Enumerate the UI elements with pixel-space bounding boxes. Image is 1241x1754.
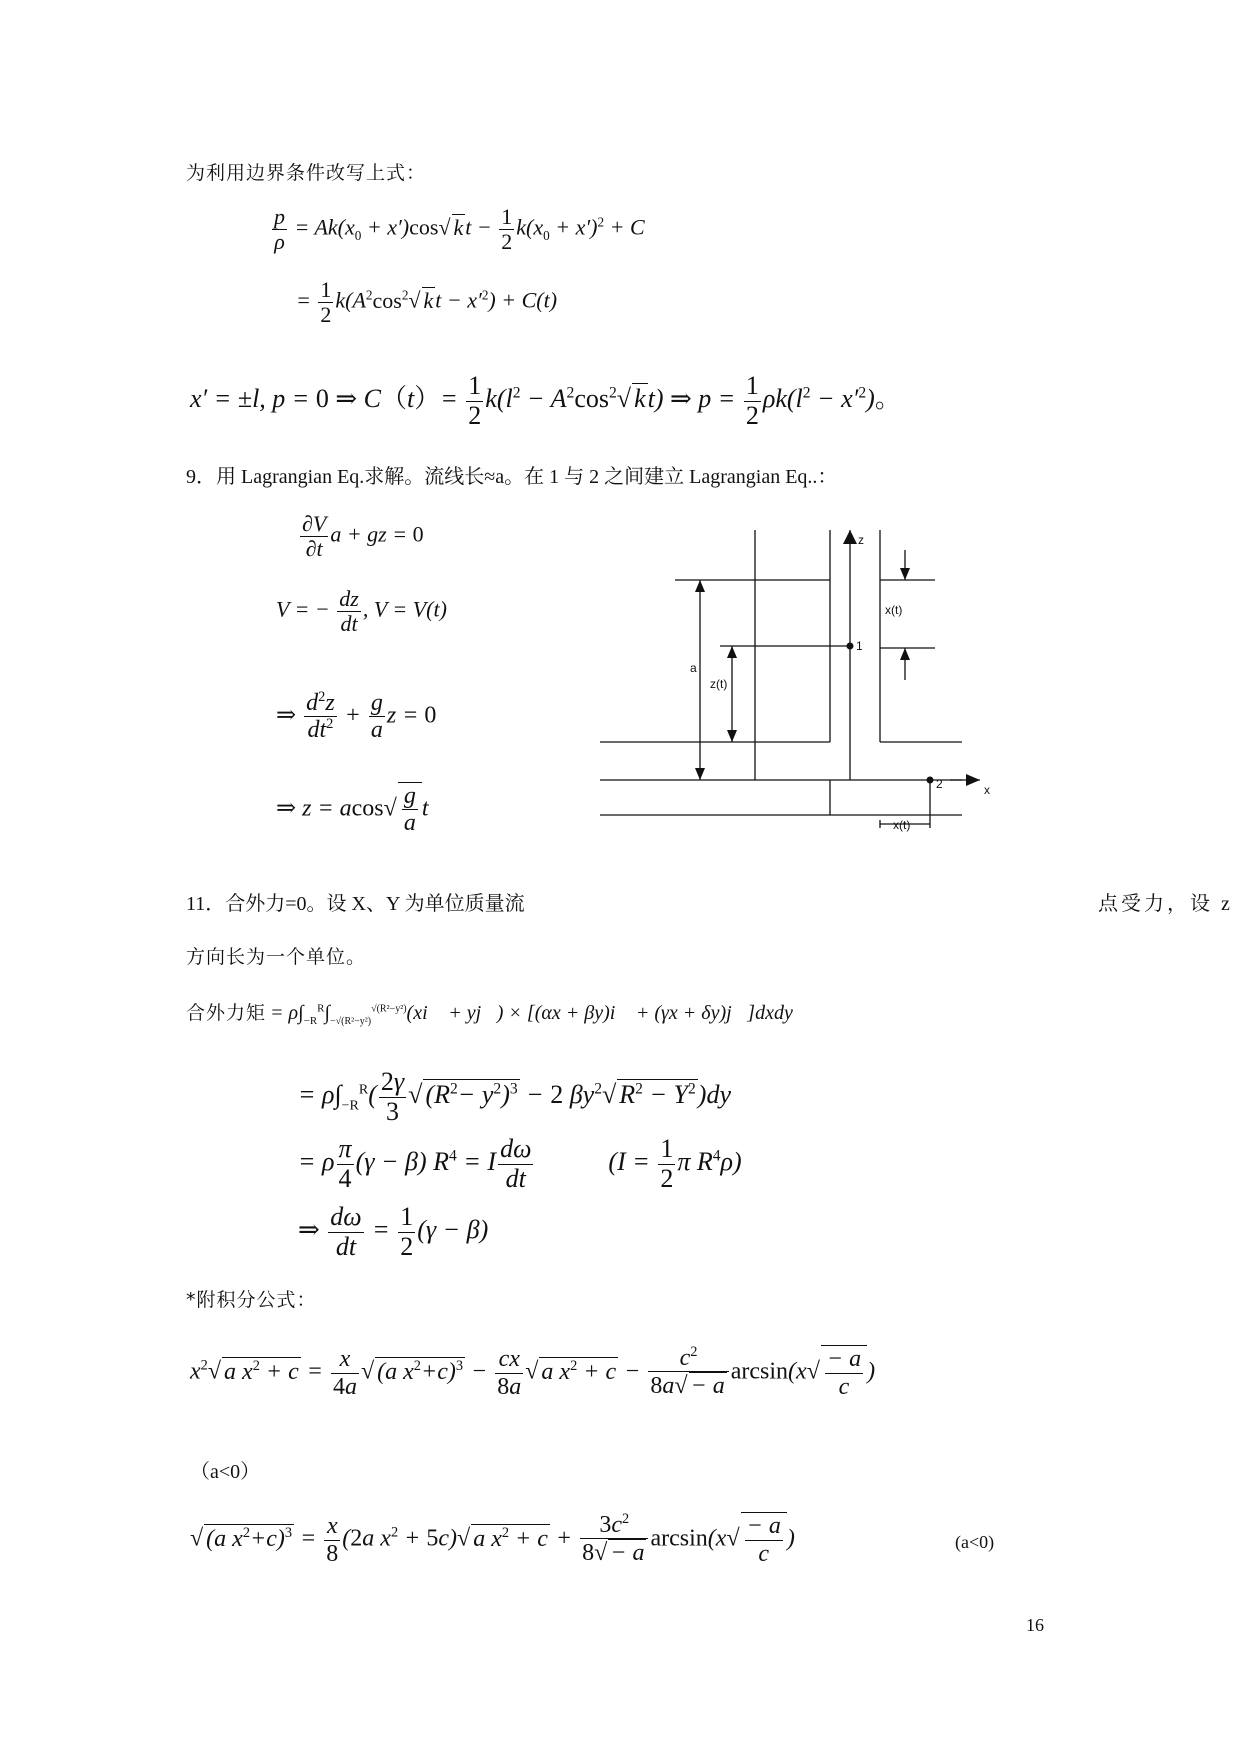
- point-2-marker: [927, 777, 934, 784]
- x-axis-arrowhead: [966, 774, 980, 786]
- condition-2: (a<0): [955, 1532, 995, 1552]
- equation-velocity: V = − $\frac{dz}{dt}$ , V = V(t): [276, 586, 447, 637]
- point-1-marker: [847, 643, 854, 650]
- x-t-bottom-label: x(t): [893, 818, 911, 832]
- torque-equation: 合外力矩 = $\rho\int_{-R}^R\int_{-√(R^2-y^2)}^{√(R^2-y^2)}(xi⃗$ + yj⃗) × [(αx + βy)i⃗ + (γx + δy)j⃗]dxdy: [186, 1002, 793, 1027]
- page-number: 16: [1026, 1615, 1044, 1635]
- equation-pressure-2: = $\frac{1}{2}$ $k(A^2\cos^2√$ kt − $x'^2) + C(t)$: [296, 277, 558, 328]
- intro-text: 为利用边界条件改写上式：: [186, 162, 427, 184]
- problem-11-text-c: 方向长为一个单位。: [186, 946, 367, 968]
- equation-solution: ⇒ z = acos√ $\frac{g}{a}$ t: [276, 783, 429, 837]
- equation-lagrange: $\frac{\partial V}{\partial t}$ a + gz = 0: [302, 511, 424, 562]
- torque-equation-step-2: = ρ $\frac{\pi}{4}$ (γ − β) $R^4 = I$ $\frac{d\omega}{dt}$ (I = $\frac{1}{2}$ π $R^4\rho$): [298, 1134, 742, 1193]
- z-axis-label: z: [858, 533, 864, 547]
- equation-boundary: x′ = ±l, p = 0 ⇒ C（t）= $\frac{1}{2}$ $k(l^2 - A^2\cos^2√$ kt) ⇒ p = $\frac{1}{2}$ $\rho k(l^2 - x'^2)$。: [190, 371, 901, 430]
- u-tube-figure: [600, 530, 1000, 840]
- torque-equation-step-1: = $\rho\int_{-R}^R$( $\frac{2\gamma}{3}$ √ $(R^2- y^2)^3 - 2$ $\beta y^2√$ $R^2 - Y^2)dy$: [298, 1067, 731, 1126]
- condition-1: （a<0）: [190, 1461, 261, 1483]
- point-2-label: 2: [936, 777, 943, 791]
- point-1-label: 1: [856, 639, 863, 653]
- problem-11-text-a: 11．合外力=0。设 X、Y 为单位质量流: [186, 893, 525, 915]
- equation-pressure-1: $\frac{p}{\rho}$ = $Ak(x_0 + x')\cos√$ kt − $\frac{1}{2}$ $k(x_0 + x')^2 + C$: [274, 204, 645, 255]
- integral-formula-1: $x^2√$ a $x^2 + c$ = $\frac{x}{4a}$ √ (a $x^2+c)^3$ − $\frac{cx}{8a}$ √ a $x^2 + c$ − $\frac{c^2}{8a√ - a}$ arcsin(x√ $\frac{- a}{c}$ ): [190, 1344, 876, 1400]
- problem-9-text: 9．用 Lagrangian Eq.求解。流线长≈a。在 1 与 2 之间建立 Lagrangian Eq..：: [186, 466, 838, 488]
- x-axis-label: x: [984, 783, 990, 797]
- torque-equation-step-3: ⇒ $\frac{d\omega}{dt}$ = $\frac{1}{2}$ (γ − β): [298, 1202, 489, 1261]
- a-label: a: [690, 661, 697, 675]
- problem-11-text-b: 点受力，设 z: [1098, 893, 1233, 915]
- appendix-heading: *附积分公式：: [186, 1289, 317, 1311]
- z-t-label: z(t): [710, 677, 728, 691]
- equation-ode: ⇒ $\frac{d^2z}{dt^2}$ + $\frac{g}{a}$ z = 0: [276, 689, 437, 744]
- torque-label: 合外力矩: [186, 1002, 267, 1024]
- z-axis-arrowhead: [843, 530, 857, 544]
- integral-formula-2: √ (a $x^2+c)^3$ = $\frac{x}{8}$ (2a $x^2 + 5c)√$ a $x^2 + c$ + $\frac{3c^2}{8√ - a}$ arcsin(x√ $\frac{- a}{c}$ ): [190, 1511, 795, 1567]
- x-t-top-label: x(t): [885, 603, 903, 617]
